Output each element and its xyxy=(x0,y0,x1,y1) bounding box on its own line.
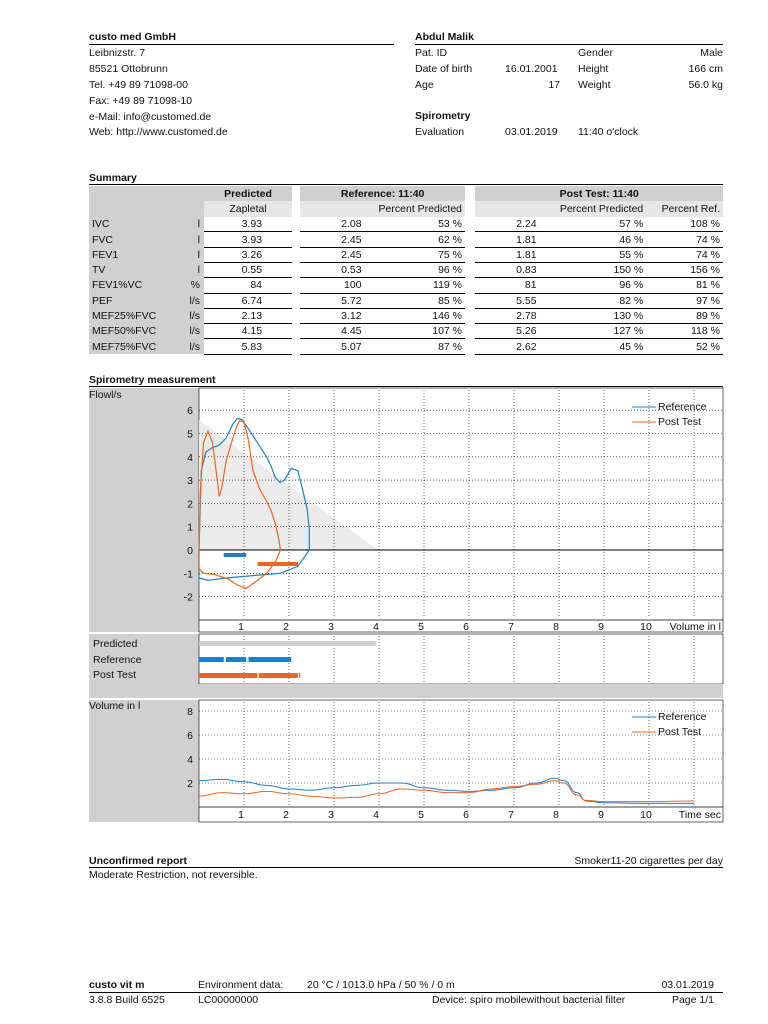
post-percent-ref: 74 % xyxy=(646,247,723,262)
x-tick-label: 8 xyxy=(553,621,559,633)
footer-divider xyxy=(89,992,723,993)
page-number: Page 1/1 xyxy=(671,994,714,1006)
post-percent-ref: 81 % xyxy=(646,278,723,293)
y-tick-label: 2 xyxy=(187,778,193,790)
post-percent-ref: 89 % xyxy=(646,308,723,323)
post-percent-predicted: 82 % xyxy=(540,293,647,308)
reference-percent-predicted: 75 % xyxy=(365,247,465,262)
evaluation-date: 03.01.2019 xyxy=(505,126,558,138)
reference-percent-predicted: 87 % xyxy=(365,339,465,354)
reference-percent-predicted: 107 % xyxy=(365,324,465,339)
y-tick-label: 8 xyxy=(187,706,193,718)
bar-label-post: Post Test xyxy=(93,669,136,681)
y-tick-label: 4 xyxy=(187,754,193,766)
gender-label: Gender xyxy=(578,47,614,59)
x-tick-label: 10 xyxy=(640,809,652,821)
param-name: MEF50%FVC xyxy=(92,325,157,338)
company-fax: Fax: +49 89 71098-10 xyxy=(89,95,193,107)
evaluation-label: Evaluation xyxy=(415,126,465,138)
reference-percent-predicted: 119 % xyxy=(365,278,465,293)
volume-axis-label: Volume in l xyxy=(669,621,721,633)
post-percent-predicted: 57 % xyxy=(540,217,647,232)
vt-legend-post: Post Test xyxy=(658,726,701,738)
vt-label-panel xyxy=(89,700,199,822)
time-axis-label: Time sec xyxy=(678,809,721,821)
post-percent-predicted: 127 % xyxy=(540,324,647,339)
reference-value: 100 xyxy=(300,278,364,293)
reference-value: 2.45 xyxy=(300,232,364,247)
x-tick-label: 5 xyxy=(418,809,424,821)
company-street: Leibnizstr. 7 xyxy=(89,47,146,59)
vt-axis-label: Volume in l xyxy=(89,700,141,712)
post-value: 0.83 xyxy=(475,262,539,277)
app-name: custo vit m xyxy=(89,979,145,991)
sub-percent-predicted-post: Percent Predicted xyxy=(540,201,647,216)
dob-label: Date of birth xyxy=(415,63,473,75)
sub-percent-predicted: Percent Predicted xyxy=(365,201,465,216)
weight-label: Weight xyxy=(578,79,611,91)
post-percent-ref: 74 % xyxy=(646,232,723,247)
environment-value: 20 °C / 1013.0 hPa / 50 % / 0 m xyxy=(307,979,455,991)
reference-value: 2.45 xyxy=(300,247,364,262)
sub-percent-ref: Percent Ref. xyxy=(646,201,723,216)
x-tick-label: 7 xyxy=(508,809,514,821)
predicted-value: 84 xyxy=(204,278,292,293)
reference-value: 4.45 xyxy=(300,324,364,339)
post-value: 2.24 xyxy=(475,217,539,232)
reference-percent-predicted: 85 % xyxy=(365,293,465,308)
param-name: MEF25%FVC xyxy=(92,310,157,323)
pat-id-label: Pat. ID xyxy=(415,47,448,59)
x-tick-label: 4 xyxy=(373,621,379,633)
post-bar-segment xyxy=(299,673,300,678)
evaluation-time: 11:40 o'clock xyxy=(578,126,639,138)
post-value: 2.62 xyxy=(475,339,539,354)
weight-value: 56.0 kg xyxy=(688,79,723,91)
x-tick-label: 9 xyxy=(598,621,604,633)
post-bar-segment xyxy=(199,673,258,678)
param-unit: l/s xyxy=(189,294,200,307)
x-tick-label: 3 xyxy=(328,809,334,821)
y-tick-label: 4 xyxy=(187,451,193,464)
age-label: Age xyxy=(415,79,434,91)
exam-title: Spirometry xyxy=(415,110,471,122)
post-percent-predicted: 96 % xyxy=(540,278,647,293)
predicted-value: 6.74 xyxy=(204,293,292,308)
param-name: TV xyxy=(92,264,106,277)
predicted-value: 3.93 xyxy=(204,232,292,247)
reference-bar-segment xyxy=(226,657,246,662)
legend-reference: Reference xyxy=(658,401,707,413)
col-reference: Reference: 11:40 xyxy=(300,186,465,201)
col-predicted: Predicted xyxy=(204,186,292,201)
bar-label-predicted: Predicted xyxy=(93,638,138,650)
predicted-value: 3.93 xyxy=(204,217,292,232)
measurement-title: Spirometry measurement xyxy=(89,374,216,386)
y-tick-label: 6 xyxy=(187,405,193,418)
company-web[interactable]: Web: http://www.customed.de xyxy=(89,126,228,138)
param-name: PEF xyxy=(92,294,113,307)
y-tick-label: 6 xyxy=(187,730,193,742)
param-name: FEV1%VC xyxy=(92,279,143,292)
company-email[interactable]: e-Mail: info@customed.de xyxy=(89,111,212,123)
patient-name: Abdul Malik xyxy=(415,31,474,43)
post-value: 5.55 xyxy=(475,293,539,308)
param-unit: % xyxy=(190,279,200,292)
reference-percent-predicted: 146 % xyxy=(365,308,465,323)
y-tick-label: -1 xyxy=(183,568,193,581)
param-unit: l xyxy=(197,233,200,246)
company-tel: Tel. +49 89 71098-00 xyxy=(89,79,188,91)
height-value: 166 cm xyxy=(688,63,723,75)
dob-value: 16.01.2001 xyxy=(505,63,558,75)
vt-legend-reference: Reference xyxy=(658,711,707,723)
x-tick-label: 7 xyxy=(508,621,514,633)
reference-percent-predicted: 53 % xyxy=(365,217,465,232)
col-post-test: Post Test: 11:40 xyxy=(475,186,723,201)
post-percent-predicted: 46 % xyxy=(540,232,647,247)
x-tick-label: 1 xyxy=(238,809,244,821)
interpretation-divider xyxy=(89,867,723,868)
predicted-value: 5.83 xyxy=(204,339,292,354)
footer-date: 03.01.2019 xyxy=(661,979,714,991)
post-value: 5.26 xyxy=(475,324,539,339)
y-tick-label: -2 xyxy=(183,591,193,604)
build-number: 3.8.8 Build 6525 xyxy=(89,994,165,1006)
post-percent-ref: 97 % xyxy=(646,293,723,308)
x-tick-label: 6 xyxy=(463,621,469,633)
post-value: 2.78 xyxy=(475,308,539,323)
reference-percent-predicted: 62 % xyxy=(365,232,465,247)
lc-number: LC00000000 xyxy=(198,994,259,1006)
reference-value: 2.08 xyxy=(300,217,364,232)
param-name: FVC xyxy=(92,233,113,246)
environment-label: Environment data: xyxy=(198,979,284,991)
predicted-value: 4.15 xyxy=(204,324,292,339)
legend-post: Post Test xyxy=(658,416,701,428)
report-status: Unconfirmed report xyxy=(89,855,188,867)
x-tick-label: 2 xyxy=(283,809,289,821)
param-name: FEV1 xyxy=(92,248,119,261)
post-value: 1.81 xyxy=(475,247,539,262)
predicted-value: 3.26 xyxy=(204,247,292,262)
x-tick-label: 4 xyxy=(373,809,379,821)
y-tick-label: 0 xyxy=(187,545,193,557)
x-tick-label: 2 xyxy=(283,621,289,633)
x-tick-label: 3 xyxy=(328,621,334,633)
reference-percent-predicted: 96 % xyxy=(365,262,465,277)
param-unit: l xyxy=(197,264,200,277)
bar-label-reference: Reference xyxy=(93,654,142,666)
post-percent-predicted: 150 % xyxy=(540,262,647,277)
post-percent-predicted: 55 % xyxy=(540,247,647,262)
param-unit: l xyxy=(197,218,200,231)
param-unit: l/s xyxy=(189,310,200,323)
param-unit: l xyxy=(197,248,200,261)
post-inspiration-bar xyxy=(258,562,299,566)
x-tick-label: 8 xyxy=(553,809,559,821)
y-tick-label: 2 xyxy=(187,498,193,511)
summary-title: Summary xyxy=(89,172,137,184)
param-unit: l/s xyxy=(189,325,200,338)
param-name: IVC xyxy=(92,218,110,231)
reference-bar-segment xyxy=(249,657,292,662)
flow-axis-label: Flowl/s xyxy=(89,389,122,401)
sub-zapletal: Zapletal xyxy=(204,201,292,216)
post-percent-ref: 52 % xyxy=(646,339,723,354)
post-bar-segment xyxy=(259,673,298,678)
param-name: MEF75%FVC xyxy=(92,340,157,353)
company-name: custo med GmbH xyxy=(89,31,176,43)
reference-inspiration-bar xyxy=(224,553,247,557)
reference-value: 3.12 xyxy=(300,308,364,323)
post-percent-ref: 118 % xyxy=(646,324,723,339)
post-percent-ref: 108 % xyxy=(646,217,723,232)
height-label: Height xyxy=(578,63,609,75)
predicted-bar xyxy=(199,641,376,646)
reference-value: 5.07 xyxy=(300,339,364,354)
y-tick-label: 1 xyxy=(187,521,193,534)
post-value: 1.81 xyxy=(475,232,539,247)
smoker-status: Smoker11-20 cigarettes per day xyxy=(574,855,723,867)
flow-label-panel xyxy=(89,388,199,632)
bars-footer-strip xyxy=(89,684,723,698)
company-city: 85521 Ottobrunn xyxy=(89,63,168,75)
x-tick-label: 10 xyxy=(640,621,652,633)
y-tick-label: 5 xyxy=(187,428,193,441)
reference-value: 0.53 xyxy=(300,262,364,277)
x-tick-label: 5 xyxy=(418,621,424,633)
post-value: 81 xyxy=(475,278,539,293)
interpretation-text: Moderate Restriction, not reversible. xyxy=(89,869,258,881)
reference-bar-segment xyxy=(199,657,224,662)
y-tick-label: 3 xyxy=(187,475,193,488)
gender-value: Male xyxy=(700,47,723,59)
param-unit: l/s xyxy=(189,340,200,353)
device-info: Device: spiro mobilewithout bacterial filter xyxy=(432,994,626,1006)
post-percent-predicted: 45 % xyxy=(540,339,647,354)
age-value: 17 xyxy=(548,79,560,91)
predicted-value: 2.13 xyxy=(204,308,292,323)
x-tick-label: 1 xyxy=(238,621,244,633)
post-percent-predicted: 130 % xyxy=(540,308,647,323)
post-percent-ref: 156 % xyxy=(646,262,723,277)
predicted-value: 0.55 xyxy=(204,262,292,277)
reference-value: 5.72 xyxy=(300,293,364,308)
x-tick-label: 6 xyxy=(463,809,469,821)
x-tick-label: 9 xyxy=(598,809,604,821)
